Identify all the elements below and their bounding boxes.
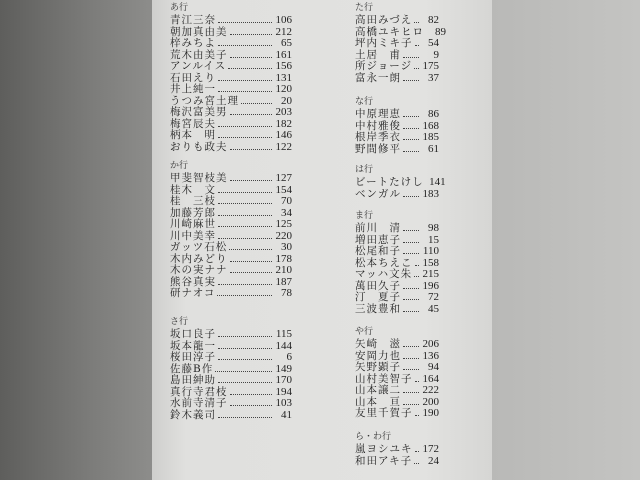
index-entry [355,408,439,420]
entry-name: 川崎麻世 [170,218,216,230]
entry-name: 梅沢富美男 [170,106,228,118]
entry-name: 川中美幸 [170,229,216,242]
dot-leader [403,358,419,359]
entry-name: 坂口良子 [170,328,216,340]
dot-leader [414,22,419,23]
dot-leader [218,336,272,337]
entry-name: 根岸季衣 [355,131,401,143]
entry-name: 松尾和子 [355,245,401,257]
dot-leader [414,463,419,464]
dot-leader [415,451,420,452]
entry-name: おりも政夫 [170,140,228,153]
index-entry [170,107,292,119]
entry-name: マッハ文朱 [355,268,413,280]
dot-leader [415,265,420,266]
entry-name: 木内みどり [170,252,228,265]
dot-leader [403,288,419,289]
dot-leader [414,276,419,277]
dot-leader [218,80,272,81]
index-entry [170,219,292,231]
entry-name: 矢崎 滋 [355,338,401,350]
entry-page-number: 200 [422,395,439,408]
dot-leader [218,348,272,349]
entry-page-number: 203 [275,106,292,118]
index-entry [355,144,439,156]
entry-page-number: 185 [422,131,439,143]
dot-leader [218,91,272,92]
dot-leader [230,272,273,273]
index-entry [170,329,292,341]
entry-name: 矢野顕子 [355,361,401,373]
entry-name: 桜田淳子 [170,351,216,363]
index-entry [355,132,439,144]
entry-name: 柄本 明 [170,129,216,141]
entry-name: 和田アキ子 [355,454,413,467]
index-entry [355,246,439,258]
entry-name: 熊谷真実 [170,275,216,288]
entry-page-number: 65 [281,37,292,49]
index-section [355,164,446,200]
entry-page-number: 144 [275,339,292,352]
entry-name: 野間修平 [355,142,401,155]
dot-leader [403,151,419,152]
entry-page-number: 24 [428,454,439,467]
background-left [0,0,152,480]
entry-name: 甲斐智枝美 [170,172,228,184]
section-heading: な行 [355,97,374,107]
entry-name: ベンガル [355,187,401,200]
dot-leader [403,311,419,312]
index-column-right [355,0,446,480]
dot-leader [218,238,272,239]
index-entry [170,130,292,142]
entry-page-number: 149 [275,362,292,375]
entry-page-number: 183 [422,187,439,200]
entry-name: 萬田久子 [355,279,401,292]
entry-name: 坂本龍一 [170,339,216,352]
entry-name: 梅宮辰夫 [170,117,216,130]
index-section [355,431,439,467]
entry-name: 山本譲二 [355,384,401,396]
entry-name: 坪内ミキ子 [355,37,413,49]
entry-name: 富永一朗 [355,71,401,84]
dot-leader [230,57,273,58]
entry-page-number: 136 [422,349,439,362]
entry-name: 三波豊和 [355,302,401,315]
entry-page-number: 172 [422,443,439,455]
entry-name: アンルイス [170,60,227,72]
entry-page-number: 206 [422,338,439,350]
dot-leader [403,80,419,81]
entry-page-number: 89 [435,25,446,38]
dot-leader [403,196,419,197]
background-right [492,0,640,480]
entry-name: 梓みちよ [170,37,216,49]
dot-leader [414,68,419,69]
entry-page-number: 215 [422,268,439,280]
entry-page-number: 82 [428,14,439,26]
entry-page-number: 168 [422,119,439,132]
entry-name: 松本ちえこ [355,256,413,269]
dot-leader [403,139,419,140]
section-heading: さ行 [170,317,189,327]
entry-page-number: 103 [275,397,292,409]
entry-page-number: 78 [281,287,292,299]
entry-page-number: 34 [281,206,292,219]
entry-page-number: 125 [275,218,292,230]
entry-name: 研ナオコ [170,287,216,299]
index-entry [170,398,292,410]
entry-name: 荒木由美子 [170,48,228,61]
entry-name: 前川 清 [355,222,401,234]
dot-leader [403,253,419,254]
index-entry [355,15,439,27]
entry-page-number: 54 [428,37,439,49]
entry-page-number: 131 [275,71,292,84]
dot-leader [218,226,272,227]
entry-name: 加藤芳郎 [170,206,216,219]
index-entry [355,362,439,374]
entry-page-number: 182 [275,117,292,130]
entry-page-number: 158 [422,256,439,269]
index-entry [170,288,292,300]
index-section [170,316,292,421]
index-section [355,210,439,315]
dot-leader [218,192,272,193]
entry-page-number: 72 [428,291,439,303]
entry-page-number: 161 [275,48,292,61]
entry-page-number: 222 [422,384,439,396]
section-heading: た行 [355,3,374,13]
entry-page-number: 141 [429,176,446,188]
section-heading: は行 [355,165,374,175]
dot-leader [230,180,273,181]
dot-leader [403,299,419,300]
dot-leader [403,128,419,129]
index-entry [355,269,439,281]
entry-name: 石田えり [170,71,216,84]
dot-leader [229,249,272,250]
dot-leader [218,137,272,138]
entry-page-number: 110 [422,245,439,257]
entry-name: 水前寺清子 [170,397,228,409]
index-entry [170,196,292,208]
dot-leader [415,415,420,416]
entry-page-number: 86 [428,108,439,120]
dot-leader [217,295,272,296]
dot-leader [403,116,419,117]
section-heading: か行 [170,161,189,171]
entry-page-number: 194 [275,385,292,398]
entry-page-number: 120 [275,83,292,95]
entry-name: 桂木 文 [170,183,216,196]
index-entry [170,352,292,364]
index-entry [170,38,292,50]
dot-leader [241,103,272,104]
entry-page-number: 220 [275,229,292,242]
index-entry [170,84,292,96]
entry-page-number: 122 [275,140,292,153]
entry-page-number: 170 [275,374,292,386]
index-entry [355,38,439,50]
index-entry [355,304,439,316]
index-entry [355,109,439,121]
section-heading: あ行 [170,3,189,13]
index-entry [170,15,292,27]
entry-name: 高橋ユキヒロ [355,25,424,38]
entry-name: 土居 甫 [355,48,401,61]
entry-name: 所ジョージ [355,60,413,72]
entry-name: 友里千賀子 [355,407,413,419]
index-entry [170,142,292,154]
entry-page-number: 37 [428,71,439,84]
entry-name: 朝加真由美 [170,25,228,38]
dot-leader [403,369,419,370]
entry-name: 汀 夏子 [355,291,401,303]
entry-name: 桂 三枝 [170,195,216,207]
index-section [170,160,292,300]
entry-name: 鈴木義司 [170,408,216,421]
dot-leader [230,394,273,395]
index-entry [355,385,439,397]
dot-leader [218,215,272,216]
index-section [355,326,439,420]
entry-page-number: 210 [275,264,292,276]
entry-page-number: 115 [275,328,292,340]
dot-leader [218,126,272,127]
dot-leader [230,114,273,115]
dot-leader [218,284,272,285]
entry-page-number: 178 [275,252,292,265]
index-entry [355,456,439,468]
entry-name: ビートたけし [355,176,424,188]
dot-leader [415,381,420,382]
index-entry [355,189,439,201]
entry-page-number: 196 [422,279,439,292]
dot-leader [218,203,272,204]
entry-page-number: 156 [275,60,292,72]
index-entry [170,265,292,277]
section-heading: ま行 [355,211,374,221]
entry-name: 増田恵子 [355,233,401,246]
entry-name: 嵐ヨシユキ [355,443,413,455]
entry-page-number: 61 [428,142,439,155]
index-entry [355,292,439,304]
dot-leader [403,392,419,393]
entry-name: うつみ宮土理 [170,94,239,107]
entry-name: 井上純一 [170,83,216,95]
entry-page-number: 94 [428,361,439,373]
entry-name: 島田紳助 [170,374,216,386]
dot-leader [230,261,273,262]
dot-leader [230,405,273,406]
entry-page-number: 20 [281,94,292,107]
dot-leader [218,359,272,360]
entry-page-number: 127 [275,172,292,184]
entry-page-number: 212 [275,25,292,38]
dot-leader [218,45,272,46]
index-entry [355,61,439,73]
entry-page-number: 175 [422,60,439,72]
entry-name: 山本 亘 [355,395,401,408]
index-section [355,96,439,155]
entry-name: 青江三奈 [170,14,216,26]
index-column-left [170,0,292,480]
section-heading: や行 [355,327,374,337]
index-entry [355,73,439,85]
index-entry [355,444,439,456]
entry-name: 山村美智子 [355,372,413,385]
entry-page-number: 70 [281,195,292,207]
entry-name: 安岡力也 [355,349,401,362]
entry-name: 佐藤B作 [170,362,214,375]
dot-leader [230,34,273,35]
entry-page-number: 9 [433,48,439,61]
index-entry [170,375,292,387]
section-heading: ら・わ行 [355,432,392,442]
dot-leader [403,346,419,347]
entry-page-number: 15 [428,233,439,246]
index-section [170,2,292,153]
dot-leader [230,149,273,150]
index-entry [170,410,292,422]
entry-name: 中村雅俊 [355,119,401,132]
dot-leader [403,230,419,231]
entry-page-number: 41 [281,408,292,421]
index-entry [170,61,292,73]
index-entry [355,176,446,189]
dot-leader [403,57,419,58]
dot-leader [218,417,272,418]
entry-page-number: 30 [281,241,292,253]
dot-leader [218,22,272,23]
entry-name: 木の実ナナ [170,264,228,276]
index-entry [355,223,439,235]
entry-page-number: 6 [286,351,292,363]
dot-leader [218,382,272,383]
entry-page-number: 154 [275,183,292,196]
entry-page-number: 146 [275,129,292,141]
dot-leader [215,371,272,372]
dot-leader [228,68,272,69]
dot-leader [415,45,420,46]
entry-page-number: 106 [275,14,292,26]
entry-name: 中原理恵 [355,108,401,120]
index-entry [170,173,292,185]
index-entry [355,339,439,351]
entry-page-number: 164 [422,372,439,385]
dot-leader [403,242,419,243]
entry-page-number: 45 [428,302,439,315]
entry-name: 真行寺君枝 [170,385,228,398]
entry-page-number: 187 [275,275,292,288]
entry-page-number: 98 [428,222,439,234]
entry-name: ガッツ石松 [170,241,228,253]
entry-name: 高田みづえ [355,14,413,26]
dot-leader [403,404,419,405]
entry-page-number: 190 [422,407,439,419]
index-section [355,2,446,84]
index-entry [170,242,292,254]
